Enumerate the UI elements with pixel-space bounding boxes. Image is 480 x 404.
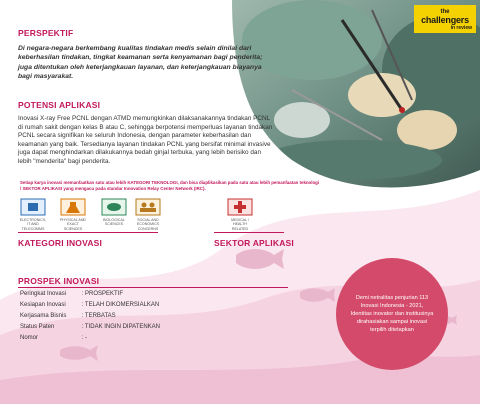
sektor-divider — [214, 232, 284, 233]
irc-note: Setiap karya inovasi memanfaatkan satu atau lebih KATEGORI TEKNOLOGI, dan bisa diaplikasikan pada satu atau lebih pemanfaatan teknologi / SEKTOR APLIKASI yang mengacu pada standar Innovation Relay Center Network (IRC). — [20, 180, 320, 191]
perspektif-heading: PERSPEKTIF — [18, 28, 74, 38]
prospek-key: Peringkat Inovasi — [20, 291, 67, 297]
prospek-row — [20, 311, 160, 322]
prospek-value: : TERBATAS — [81, 313, 116, 319]
prospek-row — [20, 322, 160, 333]
prospek-value: : TIDAK INGIN DIPATENKAN — [81, 324, 161, 330]
prospek-key: Nomor — [20, 335, 39, 341]
challengers-badge — [414, 5, 476, 33]
prospek-value: : TELAH DIKOMERSIALKAN — [81, 302, 160, 308]
prospek-row — [20, 300, 160, 311]
prospek-value: : - — [81, 335, 88, 341]
potensi-text: Inovasi X-ray Free PCNL dengan ATMD memungkinkan dilaksanakannya tindakan PCNL di rumah sakit dengan kelas B atau C, sehingga berpotensi memperluas layanan tindakan PCNL secara signifikan ke seluruh Indonesia, dengan parameter keberhasilan dan keamanan yang baik. Tersedianya layanan tindakan PCNL yang bersifat minimal invasive juga dapat menghindarkan dilakukannya bedah ginjal terbuka, yang lebih berisiko dan lebih "menderita" bagi penderita. — [18, 115, 273, 165]
prospek-key: Kesiapan Inovasi — [20, 302, 66, 308]
badge-line-2: challengers — [421, 15, 469, 25]
prospek-key: Kerjasama Bisnis — [20, 313, 67, 319]
perspektif-text: Di negara-negara berkembang kualitas tindakan medis selain dinilai dari keberhasilan tindakan, tingkat keamanan serta kenyamanan bagi penderita; juga ditentukan oleh keterjangkauan layanan, dan keterjangkauan biayanya bagi masyarakat. — [18, 45, 263, 81]
badge-line-1: the — [440, 9, 450, 15]
prospek-heading: PROSPEK INOVASI — [18, 276, 100, 286]
kategori-label-4: SOCIAL AND ECONOMICS CONCERNS — [136, 218, 160, 231]
kategori-heading: KATEGORI INOVASI — [18, 238, 103, 248]
neutrality-circle — [336, 258, 448, 370]
prospek-row — [20, 289, 160, 300]
neutrality-text: Demi netralitas penjurian 113 Inovasi Indonesia - 2021, Identitas inovator dan institusinya dirahasiakan sampai inovasi terpilih ditetapkan — [350, 295, 434, 333]
sektor-heading: SEKTOR APLIKASI — [214, 238, 294, 248]
sektor-label-1: MEDICAL / HEALTH RELATED — [231, 218, 249, 231]
potensi-heading: POTENSI APLIKASI — [18, 100, 101, 110]
prospek-value: : PROSPEKTIF — [81, 291, 124, 297]
badge-line-3: in review — [450, 25, 472, 31]
kategori-label-2: PHYSICAL AND EXACT SCIENCES — [59, 218, 87, 231]
prospek-divider — [18, 287, 288, 288]
kategori-label-3: BIOLOGICAL SCIENCES — [103, 218, 125, 227]
prospek-row — [20, 333, 160, 344]
prospek-key: Status Paten — [20, 324, 55, 330]
kategori-divider — [18, 232, 158, 233]
prospek-table — [20, 289, 160, 344]
kategori-label-1: ELECTRONICS, IT AND TELECOMMS — [19, 218, 47, 231]
